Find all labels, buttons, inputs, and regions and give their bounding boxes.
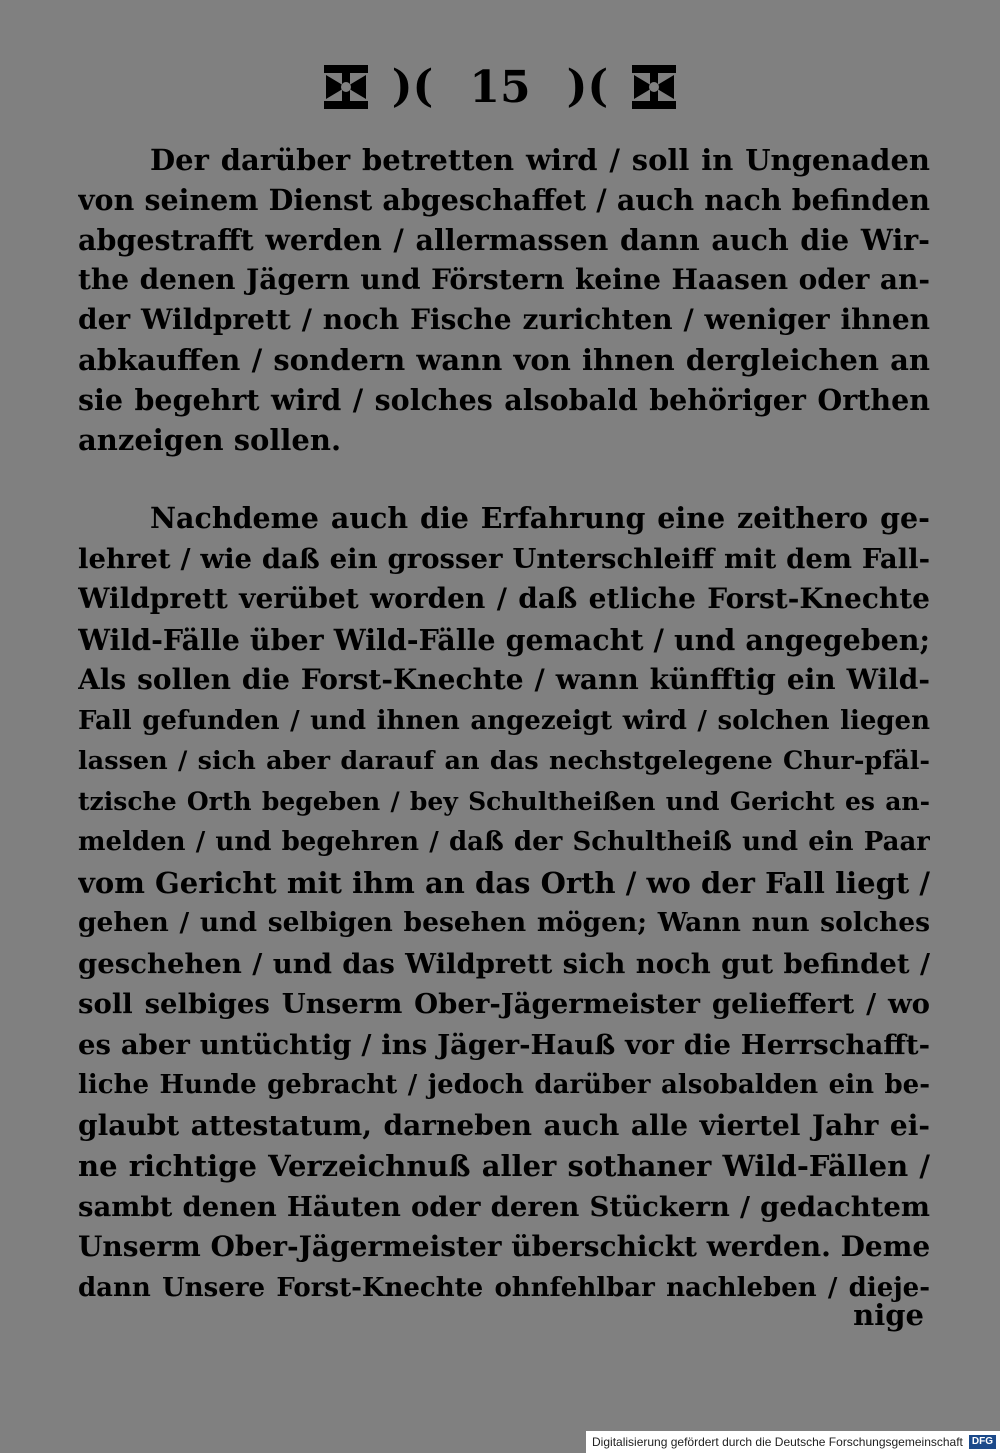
text-line: tzische Orth begeben / bey Schultheißen und Gericht es an- (78, 786, 930, 816)
text-line: der Wildprett / noch Fische zurichten / weniger ihnen (78, 303, 930, 336)
text-line: Wild-Fälle über Wild-Fälle gemacht / und angegeben; (78, 622, 930, 657)
text-line: vom Gericht mit ihm an das Orth / wo der Fall liegt / (78, 865, 930, 900)
text-line: Als sollen die Forst-Knechte / wann künfftig ein Wild- (78, 663, 930, 696)
digitization-credit (586, 1431, 1000, 1453)
text-line: Der darüber betretten wird / soll in Ungenaden (150, 143, 930, 177)
text-line: dann Unsere Forst-Knechte ohnfehlbar nachleben / dieje- (78, 1272, 930, 1303)
dfg-logo: DFG (969, 1435, 996, 1449)
text-line: abgestrafft werden / allermassen dann auch die Wir- (78, 223, 930, 257)
page-header (0, 52, 1000, 122)
text-line: lehret / wie daß ein grosser Unterschleiff mit dem Fall- (78, 542, 930, 575)
text-line: Fall gefunden / und ihnen angezeigt wird / solchen liegen (78, 705, 930, 736)
text-line: melden / und begehren / daß der Schultheiß und ein Paar (78, 827, 930, 857)
page-number: 15 (469, 61, 531, 113)
catchword: nige (853, 1298, 924, 1332)
text-line: Wildprett verübet worden / daß etliche Forst-Knechte (78, 582, 930, 615)
text-line: von seinem Dienst abgeschaffet / auch nach befinden (78, 183, 930, 217)
text-line: the denen Jägern und Förstern keine Haasen oder an- (78, 263, 930, 296)
right-bracket: )( (566, 61, 609, 112)
text-line: sambt denen Häuten oder deren Stückern / gedachtem (78, 1190, 930, 1223)
paragraph-1 (78, 140, 930, 460)
text-line: gehen / und selbigen besehen mögen; Wann nun solches (78, 907, 930, 938)
text-line: liche Hunde gebracht / jedoch darüber alsobalden ein be- (78, 1070, 930, 1100)
text-line: lassen / sich aber darauf an das nechstgelegene Chur-pfäl- (78, 746, 930, 776)
text-line: ne richtige Verzeichnuß aller sothaner Wild-Fällen / (78, 1149, 930, 1183)
text-line: soll selbiges Unserm Ober-Jägermeister gelieffert / wo (78, 988, 930, 1020)
ornament-left-icon (318, 59, 374, 115)
text-line: anzeigen sollen. (78, 423, 342, 457)
text-line: Nachdeme auch die Erfahrung eine zeithero ge- (150, 501, 930, 535)
text-line: Unserm Ober-Jägermeister überschickt werden. Deme (78, 1230, 930, 1263)
left-bracket: )( (391, 61, 434, 112)
text-line: es aber untüchtig / ins Jäger-Hauß vor die Herrschafft- (78, 1028, 930, 1061)
ornament-right-icon (626, 59, 682, 115)
text-line: abkauffen / sondern wann von ihnen dergleichen an (78, 343, 930, 377)
paragraph-2 (78, 498, 930, 1308)
text-line: sie begehrt wird / solches alsobald behöriger Orthen (78, 383, 930, 417)
credit-text: Digitalisierung gefördert durch die Deutsche Forschungsgemeinschaft (592, 1435, 963, 1449)
text-line: glaubt attestatum, darneben auch alle viertel Jahr ei- (78, 1108, 930, 1142)
text-line: geschehen / und das Wildprett sich noch gut befindet / (78, 947, 930, 980)
